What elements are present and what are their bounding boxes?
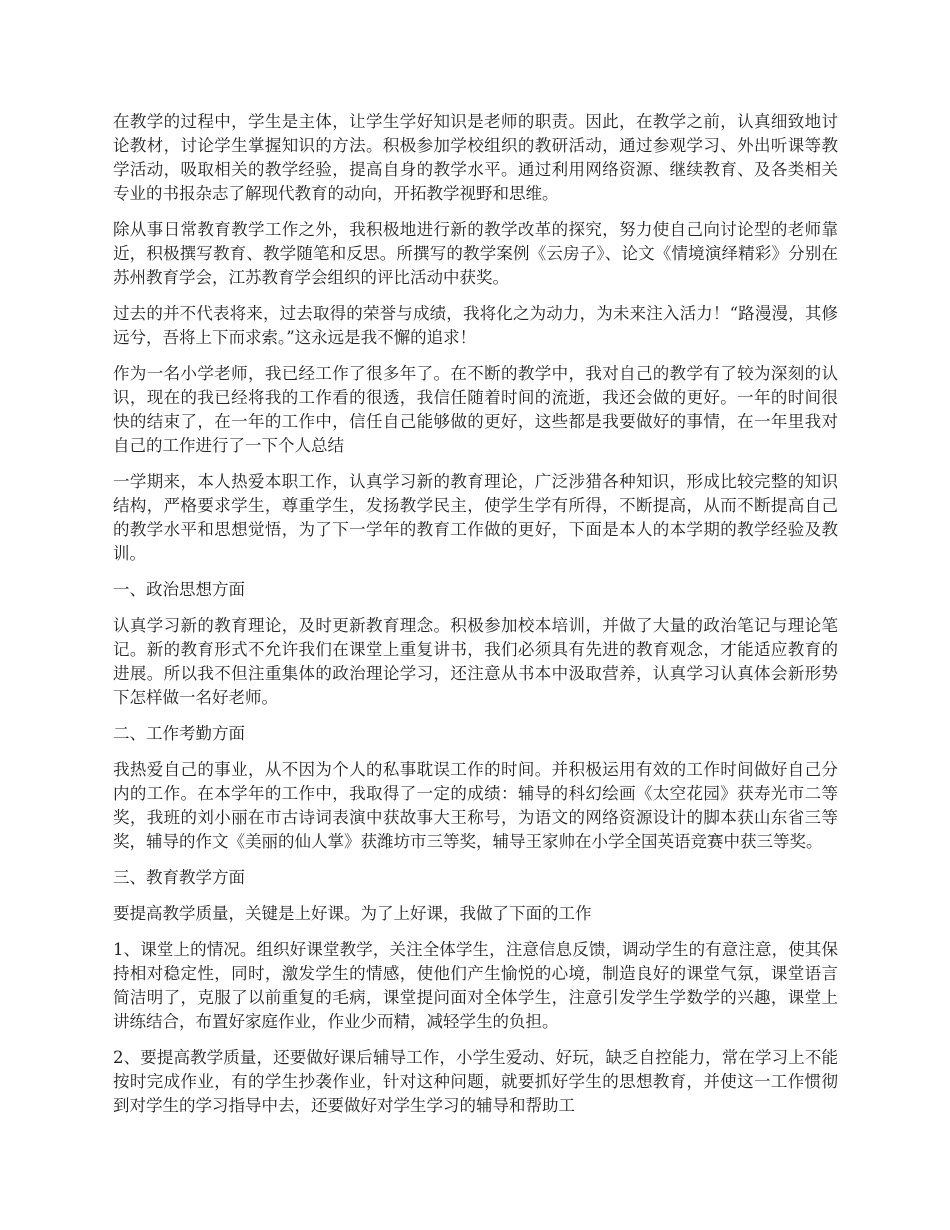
section-heading-teaching: 三、教育教学方面 [113, 868, 245, 887]
paragraph-political-thought: 认真学习新的教育理论，及时更新教育理念。积极参加校本培训，并做了大量的政治笔记与理论笔记。新的教育形式不允许我们在课堂上重复讲书，我们必须具有先进的教育观念，才能适应教育的进展。所以我不但注重集体的政治理论学习，还注意从书本中汲取营养，认真学习认真体会新形势下怎样做一名好老师。 [113, 616, 838, 707]
paragraph-teaching-quality-intro: 要提高教学质量，关键是上好课。为了上好课，我做了下面的工作 [113, 904, 592, 923]
paragraph-semester-summary: 一学期来，本人热爱本职工作，认真学习新的教育理论，广泛涉猎各种知识，形成比较完整的知识结构，严格要求学生，尊重学生，发扬教学民主，使学生学有所得，不断提高，从而不断提高自己的教学水平和思想觉悟，为了下一学年的教育工作做的更好，下面是本人的本学期的教学经验及教训。 [113, 472, 838, 563]
paragraph-teacher-reflection: 作为一名小学老师，我已经工作了很多年了。在不断的教学中，我对自己的教学有了较为深刻的认识，现在的我已经将我的工作看的很透，我信任随着时间的流逝，我还会做的更好。一年的时间很快的结束了，在一年的工作中，信任自己能够做的更好，这些都是我要做好的事情，在一年里我对自己的工作进行了一下个人总结 [113, 364, 838, 455]
document-body [113, 110, 838, 1130]
section-heading-work-attendance: 二、工作考勤方面 [113, 724, 245, 743]
section-heading-political-thought: 一、政治思想方面 [113, 580, 245, 599]
paragraph-work-attendance: 我热爱自己的事业，从不因为个人的私事耽误工作的时间。并积极运用有效的工作时间做好自己分内的工作。在本学年的工作中，我取得了一定的成绩：辅导的科幻绘画《太空花园》获寿光市二等奖，我班的刘小丽在市古诗词表演中获故事大王称号，为语文的网络资源设计的脚本获山东省三等奖，辅导的作文《美丽的仙人掌》获潍坊市三等奖，辅导王家帅在小学全国英语竞赛中获三等奖。 [113, 760, 838, 851]
paragraph-after-class-tutoring: 2、要提高教学质量，还要做好课后辅导工作，小学生爱动、好玩，缺乏自控能力，常在学习上不能按时完成作业，有的学生抄袭作业，针对这种问题，就要抓好学生的思想教育，并使这一工作惯彻到对学生的学习指导中去，还要做好对学生学习的辅导和帮助工 [113, 1048, 838, 1115]
paragraph-future-motivation: 过去的并不代表将来，过去取得的荣誉与成绩，我将化之为动力，为未来注入活力！“路漫漫，其修远兮，吾将上下而求索。”这永远是我不懈的追求！ [113, 304, 838, 347]
paragraph-teaching-reform: 除从事日常教育教学工作之外，我积极地进行新的教学改革的探究，努力使自己向讨论型的老师靠近，积极撰写教育、教学随笔和反思。所撰写的教学案例《云房子》、论文《情境演绎精彩》分别在苏州教育学会，江苏教育学会组织的评比活动中获奖。 [113, 220, 838, 287]
paragraph-teaching-process: 在教学的过程中，学生是主体，让学生学好知识是老师的职责。因此，在教学之前，认真细致地讨论教材，讨论学生掌握知识的方法。积极参加学校组织的教研活动，通过参观学习、外出听课等教学活动，吸取相关的教学经验，提高自身的教学水平。通过利用网络资源、继续教育、及各类相关专业的书报杂志了解现代教育的动向，开拓教学视野和思维。 [113, 112, 838, 203]
paragraph-classroom-situation: 1、课堂上的情况。组织好课堂教学，关注全体学生，注意信息反馈，调动学生的有意注意，使其保持相对稳定性，同时，激发学生的情感，使他们产生愉悦的心境，制造良好的课堂气氛，课堂语言简洁明了，克服了以前重复的毛病，课堂提问面对全体学生，注意引发学生学数学的兴趣，课堂上讲练结合，布置好家庭作业，作业少而精，减轻学生的负担。 [113, 940, 838, 1031]
